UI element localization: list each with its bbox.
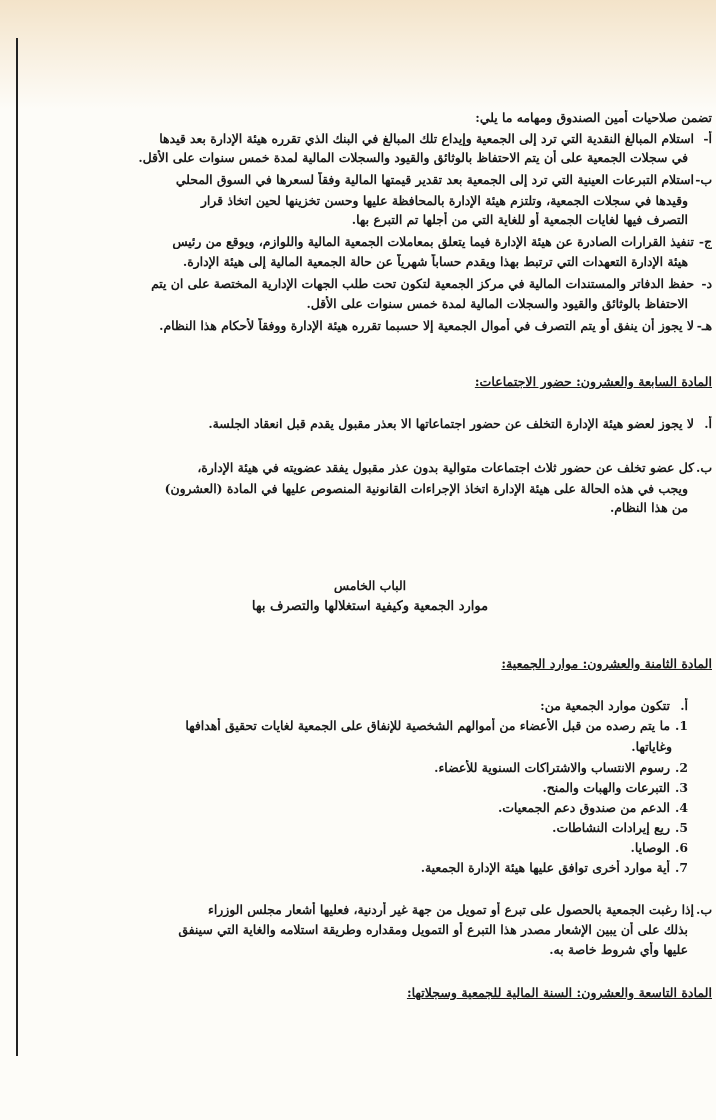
article-27-heading: المادة السابعة والعشرون: حضور الاجتماعات:	[474, 374, 712, 389]
chapter-subtitle: موارد الجمعية وكيفية استغلالها والتصرف بها	[251, 599, 489, 614]
article-27-item-b-line-1: ب.كل عضو تخلف عن حضور ثلاث اجتماعات متوالية بدون عذر مقبول يفقد عضويته في هيئة الإدارة،	[197, 460, 712, 475]
article-28-item-b-line-3: عليها وأي شروط خاصة به.	[549, 942, 688, 957]
resource-item-7: 7.أية موارد أخرى توافق عليها هيئة الإدارة الجمعية.	[420, 860, 688, 875]
resource-item-5: 5.ريع إيرادات النشاطات.	[552, 820, 688, 835]
item-number: 3.	[675, 780, 688, 795]
item-number: 2.	[675, 760, 688, 775]
item-marker: أ.	[680, 698, 688, 713]
item-number: 7.	[675, 860, 688, 875]
item-marker: ب.	[696, 460, 712, 475]
treasurer-item-e-line-1: هـ-لا يجوز أن ينفق أو يتم التصرف في أموال الجمعية إلا حسبما تقرره هيئة الإدارة ووفقاً لأحكام هذا النظام.	[159, 318, 712, 333]
item-marker: هـ-	[696, 318, 712, 333]
resource-item-2: 2.رسوم الانتساب والاشتراكات السنوية للأعضاء.	[434, 760, 688, 775]
item-number: 1.	[675, 718, 688, 733]
item-number: 5.	[675, 820, 688, 835]
article-28-heading: المادة الثامنة والعشرون: موارد الجمعية:	[501, 656, 712, 671]
resource-item-1-line-2: وغاياتها.	[631, 739, 672, 754]
item-number: 4.	[675, 800, 688, 815]
item-number: 6.	[675, 840, 688, 855]
item-marker: أ-	[703, 131, 712, 146]
chapter-title: الباب الخامس	[333, 578, 407, 593]
treasurer-item-c-line-1: ج-تنفيذ القرارات الصادرة عن هيئة الإدارة فيما يتعلق بمعاملات الجمعية المالية واللوازم، ويوقع من رئيس	[172, 234, 712, 249]
article-27-item-a: أ.لا يجوز لعضو هيئة الإدارة التخلف عن حضور اجتماعاتها الا بعذر مقبول يقدم قبل انعقاد الجلسة.	[208, 416, 712, 431]
article-28-intro: أ.تتكون موارد الجمعية من:	[540, 698, 688, 713]
treasurer-item-b-line-2: وقيدها في سجلات الجمعية، وتلتزم هيئة الإدارة بالمحافظة عليها وحسن تخزينها لحين اتخاذ قرار	[200, 193, 688, 208]
document-page	[28, 0, 712, 1120]
article-27-item-b-line-3: من هذا النظام.	[609, 500, 688, 515]
item-marker: ب.	[696, 902, 712, 917]
article-27-item-b-line-2: ويجب في هذه الحالة على هيئة الإدارة اتخاذ الإجراءات القانونية المنصوص عليها في المادة (العشرون)	[164, 481, 688, 496]
item-marker: أ.	[704, 416, 712, 431]
resource-item-1-line-1: 1.ما يتم رصده من قبل الأعضاء من أموالهم الشخصية للإنفاق على الجمعية لغايات تحقيق أهدافها	[185, 718, 688, 733]
treasurer-item-d-line-1: د-حفظ الدفاتر والمستندات المالية في مركز الجمعية لتكون تحت طلب الجهات الإدارية المختصة على ان يتم	[151, 276, 712, 291]
item-marker: ب-	[695, 172, 712, 187]
article-28-item-b-line-1: ب.إذا رغبت الجمعية بالحصول على تبرع أو تمويل من جهة غير أردنية، فعليها أشعار مجلس الوزراء	[208, 902, 712, 917]
resource-item-6: 6.الوصايا.	[630, 840, 688, 855]
resource-item-4: 4.الدعم من صندوق دعم الجمعيات.	[497, 800, 688, 815]
treasurer-intro: تضمن صلاحيات أمين الصندوق ومهامه ما يلي:	[475, 110, 712, 125]
resource-item-3: 3.التبرعات والهبات والمنح.	[542, 780, 688, 795]
treasurer-item-d-line-2: الاحتفاظ بالوثائق والقيود والسجلات المالية لمدة خمس سنوات على الأقل.	[306, 296, 688, 311]
item-marker: د-	[701, 276, 712, 291]
article-28-item-b-line-2: بذلك على أن يبين الإشعار مصدر هذا التبرع أو التمويل ومقداره وطريقة استلامه والغاية التي سينفق	[178, 922, 688, 937]
treasurer-item-c-line-2: هيئة الإدارة التعهدات التي ترتبط بهذا ويقدم حساباً شهرياً عن حالة الجمعية المالية إلى هيئة الإدارة.	[182, 254, 688, 269]
treasurer-item-b-line-3: التصرف فيها لغايات الجمعية أو للغاية التي من أجلها تم التبرع بها.	[351, 212, 688, 227]
item-marker: ج-	[698, 234, 712, 249]
treasurer-item-a-line-1: أ-استلام المبالغ النقدية التي ترد إلى الجمعية وإيداع تلك المبالغ في البنك الذي تقرره هيئة الإدارة بعد قيدها	[159, 131, 712, 146]
article-29-heading: المادة التاسعة والعشرون: السنة المالية للجمعية وسجلاتها:	[406, 985, 712, 1000]
treasurer-item-b-line-1: ب-استلام التبرعات العينية التي ترد إلى الجمعية بعد تقدير قيمتها المالية وفقاً لسعرها في السوق المحلي	[175, 172, 712, 187]
page-left-border-line	[16, 38, 18, 1056]
treasurer-item-a-line-2: في سجلات الجمعية على أن يتم الاحتفاظ بالوثائق والقيود والسجلات المالية لمدة خمس سنوات على الأقل.	[138, 150, 688, 165]
